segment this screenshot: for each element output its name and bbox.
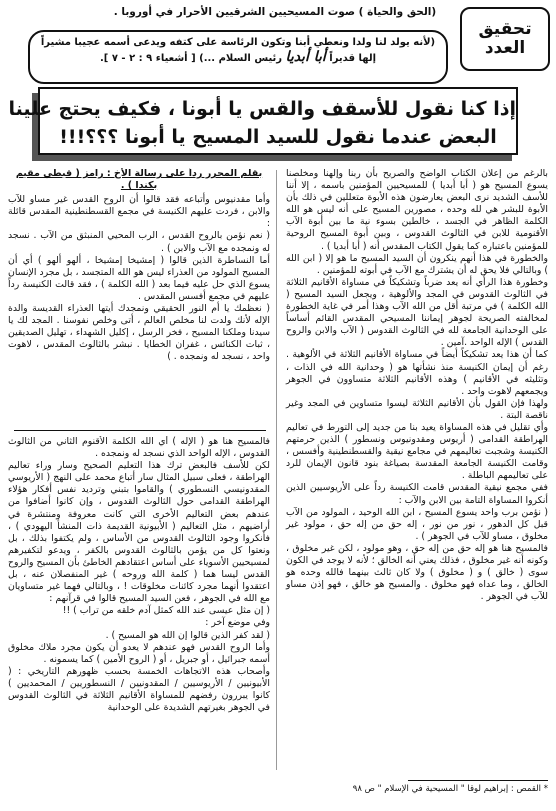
quote-emphasis: أبا أبديا	[285, 49, 326, 65]
left-column-bottom	[8, 436, 270, 776]
right-column	[286, 168, 548, 603]
article-title-line-1: إذا كنا نقول للأسقف والقس يا أبونا ، فكيف يحتج علينا	[8, 98, 516, 120]
column-divider	[276, 170, 277, 770]
footnote-rule	[408, 780, 548, 781]
byline: بقلم المحرر رداً على رسالة الأخ : رامز ( قبطي مقيم بكندا ) .	[15, 168, 263, 192]
right-paragraph: بالرغم من إعلان الكتاب الواضح والصريح بأن ربنا وإلهنا ومخلصنا يسوع المسيح هو ( أبا أبديا ) للمسيحيين المؤمنين باسمه ، إلا أننا للأسف الشديد نرى البعض يعارضون هذه الأبوة متعللين في ذلك بأن الأبوة للبشر هي لله وحده ، مصورين المسيح على أنه ليس هو الله الكلمة الظاهر في الجسد ، خالطين بسوء نية ما بين أبوة الآب الأقنومية للابن في الثالوث القدوس ، وبين أبوة المسيح الروحية للمؤمنين باعتباره كما يقول الكتاب المقدس أنه ( أبا أبديا ) .	[286, 168, 548, 252]
left-column-top	[8, 168, 270, 426]
left-paragraph: وأما مقدنيوس وأتباعه فقد قالوا أن الروح القدس غير مساو للآب والابن ، فردت عليهم الكنيسة في مجمع القسطنطينية المقدس قائلة :	[8, 194, 270, 230]
left-paragraph: ( نعم نؤمن بالروح القدس ، الرب المحيي المنبثق من الآب . نسجد له ونمجده مع الآب والابن ) .	[8, 230, 270, 254]
article-title-box	[8, 87, 518, 155]
left-paragraph: فالمسيح هنا هو ( الإله ) أي الله الكلمة الأقنوم الثاني من الثالوث القدوس ، الإله الواحد الذي نسجد له ونمجده .	[8, 436, 270, 460]
right-paragraph: كما أن هذا يعد تشكيكاً أيضاً في مساواة الأقانيم الثلاثة في الألوهية . رغم أن إيمان الكنيسة منذ نشأتها هو ( وحدانية الله في الذات ، وتثليثه في الأقانيم ) وهذه الأقانيم الثلاثة متساوون في الجوهر ويجمعهم لاهوت واحد .	[286, 349, 548, 397]
left-paragraph: وفي موضع آخر :	[205, 617, 270, 629]
quote-line-2	[30, 50, 446, 66]
quote-line-2-suffix: رئيس السلام ...) [ أشعياء ٩ : ٢ - ٧ ].	[99, 53, 283, 64]
publication-header: (الحق والحياة ) صوت المسيحيين الشرقيين الأحرار في أوروبا .	[113, 6, 437, 18]
right-paragraph: وأي تقليل في هذه المساواة يعيد بنا من جديد إلى التورط في تعاليم الهراطقة القدامى ( أريوس ومقدونيوس ونسطور ) الذين حرمتهم الكنيسة وشجبت تعاليمهم في مجامع نيقية والقسطنطينية وأفسس ، وقامت الكنيسة الجامعة المقدسة بصياغة بنود قانون الإيمان للرد على تعاليمهم الباطلة .	[286, 421, 548, 482]
scripture-quote-box	[28, 30, 448, 84]
section-label-issue: العدد	[484, 38, 526, 58]
section-label-box	[460, 7, 550, 71]
right-paragraph: ففي مجمع نيقية المقدس قامت الكنيسة رداً على الأريوسيين الذين أنكروا المساواة التامة بين الابن والآب :	[286, 482, 548, 506]
quote-line-1: (لأنه يولد لنا ولدا ونعطي أبنا وتكون الرئاسة على كتفه ويدعى أسمه عجيبا مشيراً	[40, 37, 436, 48]
section-divider	[14, 430, 266, 431]
right-paragraph: والخطورة في هذا أنهم ينكرون أن السيد المسيح ما هو إلا ( ابن الله ) وبالتالي فلا يحق له أن يشترك مع الآب في أبوته للمؤمنين .	[286, 252, 548, 276]
footnote: * القمص : إبراهيم لوقا " المسيحية في الإسلام " ص ٩٨	[352, 784, 548, 794]
right-paragraph: ولهذا فإن القول بأن الأقانيم الثلاثة ليسوا متساوين في المجد وغير ناقصة البتة .	[286, 397, 548, 421]
article-title-line-2: البعض عندما نقول للسيد المسيح يا أبونا ؟؟؟!!!	[59, 126, 497, 148]
right-paragraph: فالمسيح هنا هو إله حق من إله حق ، وهو مولود ، لكن غير مخلوق ، وكونه أنه غير مخلوق ، فذلك يعني أنه الخالق ؛ لأنه لا يوجد في الكون سوى ( خالق ) و ( مخلوق ) ولا كان ثالث بينهما فالله وحده هو الخالق ، وما عداه فهو مخلوق . والمسيح هو خالق ، فهو إذن مساو للآب في الجوهر .	[286, 542, 548, 603]
left-paragraph: ( نعظمك يا أم النور الحقيقي ونمجدك أيتها العذراء القديسة والدة الإله لأنك ولدت لنا مخلص العالم ، أتى وخلص نفوسنا . المجد لك يا سيدنا وملكنا المسيح ، فخر الرسل ، إكليل الشهداء ، تهليل الصديقين ، ثبات الكنائس ، غفران الخطايا . نبشر بالثالوث المقدس ، لاهوت واحد ، نسجد له ونمجده . )	[8, 303, 270, 363]
section-label-investigation: تحقيق	[478, 19, 532, 39]
right-paragraph: وخطورة هذا الرأي أنه يعد ضرباً وتشكيكاً في مساواة الأقانيم الثلاثة في الثالوث القدوس في المجد والألوهية ، ويجعل السيد المسيح ( الله الكلمة ) في مرتبة أقل من الله الآب وهذا أمر في غاية الخطورة لمخالفته الصريحة لجوهر إيماننا المسيحي المقدس القائم أساساً على الوحدانية الجامعة لله في الثالوث القدوس ( الآب والابن والروح القدس ) الإله الواحد .آمين .	[286, 276, 548, 349]
left-paragraph: ( إن مثل عيسى عند الله كمثل آدم خلقه من تراب ) !!	[62, 605, 270, 617]
left-paragraph: وأما الروح القدس فهو عندهم لا يعدو أن يكون مجرد ملاك مخلوق أسمه جبرائيل ، أو جبريل ، أو ( الروح الأمين ) كما يسمونه .	[8, 641, 270, 665]
quote-line-2-prefix: إلها قديراً	[329, 53, 377, 64]
left-paragraph: وأصحاب هذه الاتجاهات الخمسة بحسب ظهورهم التاريخي : ( الأبيونيين / الأريوسيين / المقدونيين / النسطوريين / المحمديين ) كانوا يبررون رفضهم للمساواة الأقانيم الثلاثة في الثالوث القدوس في الجوهر بغيرتهم الشديدة على الوحدانية	[8, 665, 270, 714]
left-paragraph: ( لقد كفر الذين قالوا إن الله هو المسيح ) .	[105, 629, 270, 641]
left-paragraph: أما النساطرة الذين قالوا ( إمشيخا إمشيخا ، ألهو ألهو ) أي أن المسيح المولود من العذراء ليس هو الله المتجسد ، بل مجرد الإنسان يسوع الذي حل عليه فيما بعد ( الله الكلمة ) ، فقد قالت الكنيسة رداً عليهم في مجمع أفسس المقدس .	[8, 254, 270, 302]
left-paragraph: لكن للأسف فالبعض ترك هذا التعليم الصحيح وسار وراء تعاليم الهراطقة ، فعلى سبيل المثال سار أتباع محمد على النهج ( الأريوسي المقدونيسي النسطوري ) والقاموا بتبني وترديد نفس أفكار هؤلاء الهراطقة القدامى حول الثالوث القدوس ، وإن كانوا أضافوا من عندهم بعض التعاليم الأخرى التي كانت معروفة ومنتشرة في أراضيهم ، مثل التعاليم ( الأبيونية القديمة ذات المنشأ اليهودي ) ، فأنكروا وجود الثالوث القدوس من الأساس ، ولم يكتفوا بذلك ، بل ونعتوا كل من يؤمن بالثالوث القدوس بالكفر ، ويدعو لتكفيرهم لمسيحيين الأسوياء على أساس اعتقادهم الخاطئ بأن المسيح والروح القدس ليسا هما ( كلمة الله وروحه ) غير المنفصلان عنه ، بل اعتقدوا أنهما مجرد كائنات مخلوقات ! ، وبالتالي فهما غير متساويان مع الله في الجوهر ، فعن السيد المسيح قالوا في قرآنهم :	[8, 460, 270, 605]
right-paragraph: ( نؤمن برب واحد يسوع المسيح ، ابن الله الوحيد ، المولود من الآب قبل كل الدهور ، نور من نور ، إله حق من إله حق ، مولود غير مخلوق ، مساو للآب في الجوهر ) .	[286, 506, 548, 542]
